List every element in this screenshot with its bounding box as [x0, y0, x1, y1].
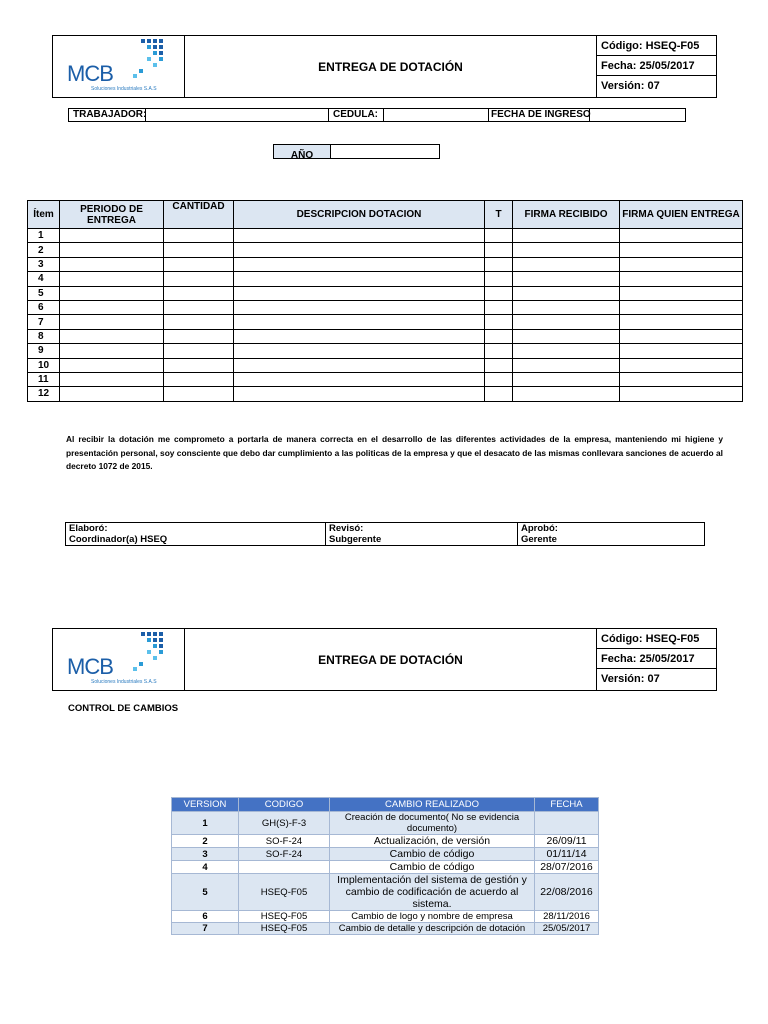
table-cell[interactable] [234, 358, 485, 372]
cedula-label: CEDULA: [333, 109, 378, 120]
table-cell[interactable] [164, 358, 234, 372]
item-number: 12 [28, 387, 60, 401]
table-cell[interactable] [234, 387, 485, 401]
change-descripcion: Actualización, de versión [330, 835, 535, 848]
table-cell[interactable] [234, 243, 485, 257]
fecha: Fecha: 25/05/2017 [597, 56, 717, 76]
table-cell[interactable] [234, 372, 485, 386]
change-codigo: SO-F-24 [239, 848, 330, 861]
change-descripcion: Implementación del sistema de gestión y cambio de codificación de acuerdo al sistema. [330, 874, 535, 911]
reviso-label: Revisó: [329, 523, 364, 534]
table-cell[interactable] [485, 329, 513, 343]
table-cell[interactable] [164, 286, 234, 300]
table-cell[interactable] [234, 229, 485, 243]
reviso [325, 523, 381, 545]
table-cell[interactable] [60, 372, 164, 386]
table-cell[interactable] [60, 286, 164, 300]
item-number: 8 [28, 329, 60, 343]
table-row [28, 257, 743, 271]
table-cell[interactable] [620, 272, 743, 286]
table-row [28, 344, 743, 358]
item-number: 5 [28, 286, 60, 300]
table-cell[interactable] [485, 358, 513, 372]
aprobo [517, 523, 558, 545]
table-cell[interactable] [164, 387, 234, 401]
elaboro [69, 523, 167, 545]
change-version: 5 [172, 874, 239, 911]
col-periodo: PERIODO DE ENTREGA [60, 201, 164, 229]
table-cell[interactable] [164, 257, 234, 271]
table-cell[interactable] [164, 229, 234, 243]
table-cell[interactable] [164, 243, 234, 257]
change-version: 4 [172, 861, 239, 874]
elaboro-label: Elaboró: [69, 523, 108, 534]
table-row [28, 300, 743, 314]
control-title: CONTROL DE CAMBIOS [68, 703, 179, 714]
table-cell[interactable] [620, 358, 743, 372]
table-row [172, 923, 599, 935]
table-cell[interactable] [513, 300, 620, 314]
item-number: 1 [28, 229, 60, 243]
anio-label-box [273, 144, 331, 159]
table-cell[interactable] [234, 286, 485, 300]
col-t: T [485, 201, 513, 229]
table-row [172, 861, 599, 874]
change-descripcion: Cambio de logo y nombre de empresa [330, 911, 535, 923]
table-cell[interactable] [60, 315, 164, 329]
table-cell[interactable] [620, 329, 743, 343]
table-cell[interactable] [485, 286, 513, 300]
delivery-table [27, 200, 743, 402]
table-cell[interactable] [513, 372, 620, 386]
anio-label: AÑO [290, 150, 314, 161]
table-row [28, 286, 743, 300]
trabajador-field[interactable] [145, 109, 329, 121]
change-fecha: 01/11/14 [535, 848, 599, 861]
table-cell[interactable] [234, 300, 485, 314]
item-number: 6 [28, 300, 60, 314]
aprobo-label: Aprobó: [521, 523, 558, 534]
change-version: 3 [172, 848, 239, 861]
item-number: 4 [28, 272, 60, 286]
document-meta [596, 629, 717, 690]
change-codigo: HSEQ-F05 [239, 911, 330, 923]
change-codigo: SO-F-24 [239, 835, 330, 848]
item-number: 3 [28, 257, 60, 271]
signature-block [65, 522, 705, 546]
table-cell[interactable] [513, 257, 620, 271]
table-cell[interactable] [60, 387, 164, 401]
trabajador-label: TRABAJADOR: [73, 109, 147, 120]
change-version: 1 [172, 812, 239, 835]
change-version: 6 [172, 911, 239, 923]
change-fecha [535, 812, 599, 835]
item-number: 11 [28, 372, 60, 386]
table-cell[interactable] [485, 243, 513, 257]
table-cell[interactable] [513, 344, 620, 358]
table-cell[interactable] [513, 286, 620, 300]
col-version: VERSION [172, 798, 239, 812]
table-cell[interactable] [234, 344, 485, 358]
col-firma-recibido: FIRMA RECIBIDO [513, 201, 620, 229]
table-cell[interactable] [513, 329, 620, 343]
aprobo-value: Gerente [521, 534, 557, 545]
table-cell[interactable] [620, 300, 743, 314]
document-title: ENTREGA DE DOTACIÓN [318, 652, 463, 667]
table-cell[interactable] [513, 243, 620, 257]
table-cell[interactable] [164, 272, 234, 286]
change-codigo: GH(S)-F-3 [239, 812, 330, 835]
version: Versión: 07 [601, 80, 660, 92]
table-cell[interactable] [60, 257, 164, 271]
document-meta [596, 36, 717, 97]
table-cell[interactable] [513, 229, 620, 243]
table-row [28, 387, 743, 401]
fecha-ingreso-label: FECHA DE INGRESO [491, 109, 591, 120]
document-header-page2 [52, 628, 717, 691]
table-cell[interactable] [620, 229, 743, 243]
table-cell[interactable] [485, 387, 513, 401]
table-cell[interactable] [620, 315, 743, 329]
company-logo [53, 36, 185, 97]
change-version: 2 [172, 835, 239, 848]
table-row [28, 243, 743, 257]
change-fecha: 22/08/2016 [535, 874, 599, 911]
item-number: 9 [28, 344, 60, 358]
table-cell[interactable] [60, 229, 164, 243]
table-cell[interactable] [164, 315, 234, 329]
table-row [172, 812, 599, 835]
table-cell[interactable] [164, 329, 234, 343]
table-row [28, 372, 743, 386]
table-cell[interactable] [164, 372, 234, 386]
company-logo-page2 [53, 629, 185, 690]
table-cell[interactable] [234, 257, 485, 271]
change-table [171, 797, 599, 935]
table-row [172, 835, 599, 848]
table-row [28, 358, 743, 372]
table-cell[interactable] [485, 257, 513, 271]
anio-field[interactable] [330, 144, 440, 159]
col-item: Ítem [28, 201, 60, 229]
logo-subtitle: Soluciones Industriales S.A.S [91, 86, 157, 92]
col-descripcion: DESCRIPCION DOTACION [234, 201, 485, 229]
table-cell[interactable] [620, 286, 743, 300]
change-table-header [172, 798, 599, 812]
cedula-field[interactable] [383, 109, 489, 121]
table-row [28, 229, 743, 243]
table-cell[interactable] [513, 272, 620, 286]
reviso-value: Subgerente [329, 534, 382, 545]
table-row [28, 329, 743, 343]
table-cell[interactable] [485, 344, 513, 358]
table-cell[interactable] [164, 300, 234, 314]
table-cell[interactable] [60, 300, 164, 314]
item-number: 10 [28, 358, 60, 372]
worker-info-row [68, 108, 686, 122]
table-cell[interactable] [513, 315, 620, 329]
delivery-table-header [28, 201, 743, 229]
table-cell[interactable] [60, 358, 164, 372]
table-cell[interactable] [485, 315, 513, 329]
change-version: 7 [172, 923, 239, 935]
table-cell[interactable] [485, 300, 513, 314]
table-cell[interactable] [485, 372, 513, 386]
change-descripcion: Creación de documento( No se evidencia documento) [330, 812, 535, 835]
col-cantidad: CANTIDAD [164, 201, 234, 229]
logo-text: MCB [67, 61, 113, 86]
table-cell[interactable] [60, 272, 164, 286]
col-cambio: CAMBIO REALIZADO [330, 798, 535, 812]
logo-text: MCB [67, 654, 113, 679]
table-cell[interactable] [620, 387, 743, 401]
codigo: Código: HSEQ-F05 [597, 36, 717, 56]
document-title: ENTREGA DE DOTACIÓN [318, 59, 463, 74]
change-descripcion: Cambio de código [330, 848, 535, 861]
table-cell[interactable] [234, 329, 485, 343]
table-cell[interactable] [620, 344, 743, 358]
table-cell[interactable] [60, 344, 164, 358]
change-codigo [239, 861, 330, 874]
codigo: Código: HSEQ-F05 [597, 629, 717, 649]
table-cell[interactable] [513, 387, 620, 401]
change-descripcion: Cambio de detalle y descripción de dotación [330, 923, 535, 935]
document-header [52, 35, 717, 98]
version: Versión: 07 [601, 673, 660, 685]
table-cell[interactable] [234, 272, 485, 286]
change-fecha: 25/05/2017 [535, 923, 599, 935]
fecha-ingreso-field[interactable] [589, 109, 686, 121]
change-descripcion: Cambio de código [330, 861, 535, 874]
table-cell[interactable] [620, 372, 743, 386]
change-codigo: HSEQ-F05 [239, 923, 330, 935]
table-cell[interactable] [60, 329, 164, 343]
col-codigo: CODIGO [239, 798, 330, 812]
change-fecha: 26/09/11 [535, 835, 599, 848]
table-row [28, 315, 743, 329]
change-codigo: HSEQ-F05 [239, 874, 330, 911]
table-row [172, 848, 599, 861]
item-number: 7 [28, 315, 60, 329]
table-cell[interactable] [620, 243, 743, 257]
fecha: Fecha: 25/05/2017 [597, 649, 717, 669]
table-row [28, 272, 743, 286]
logo-subtitle: Soluciones Industriales S.A.S [91, 679, 157, 685]
item-number: 2 [28, 243, 60, 257]
change-fecha: 28/11/2016 [535, 911, 599, 923]
table-cell[interactable] [164, 344, 234, 358]
table-cell[interactable] [60, 243, 164, 257]
table-row [172, 874, 599, 911]
table-cell[interactable] [513, 358, 620, 372]
change-fecha: 28/07/2016 [535, 861, 599, 874]
elaboro-value: Coordinador(a) HSEQ [69, 534, 168, 545]
col-fecha: FECHA [535, 798, 599, 812]
col-firma-entrega: FIRMA QUIEN ENTREGA [620, 201, 743, 229]
table-cell[interactable] [620, 257, 743, 271]
table-cell[interactable] [234, 315, 485, 329]
table-cell[interactable] [485, 229, 513, 243]
commitment-text: Al recibir la dotación me comprometo a portarla de manera correcta en el desarrollo de las diferentes actividades de la empresa, manteniendo mi higiene y presentación personal, soy consciente que debo dar cumplimiento a las politicas de la empresa y que el desacato de las mismas conllevara sanciones de acuerdo al decreto 1072 de 2015. [66, 434, 723, 471]
table-row [172, 911, 599, 923]
table-cell[interactable] [485, 272, 513, 286]
